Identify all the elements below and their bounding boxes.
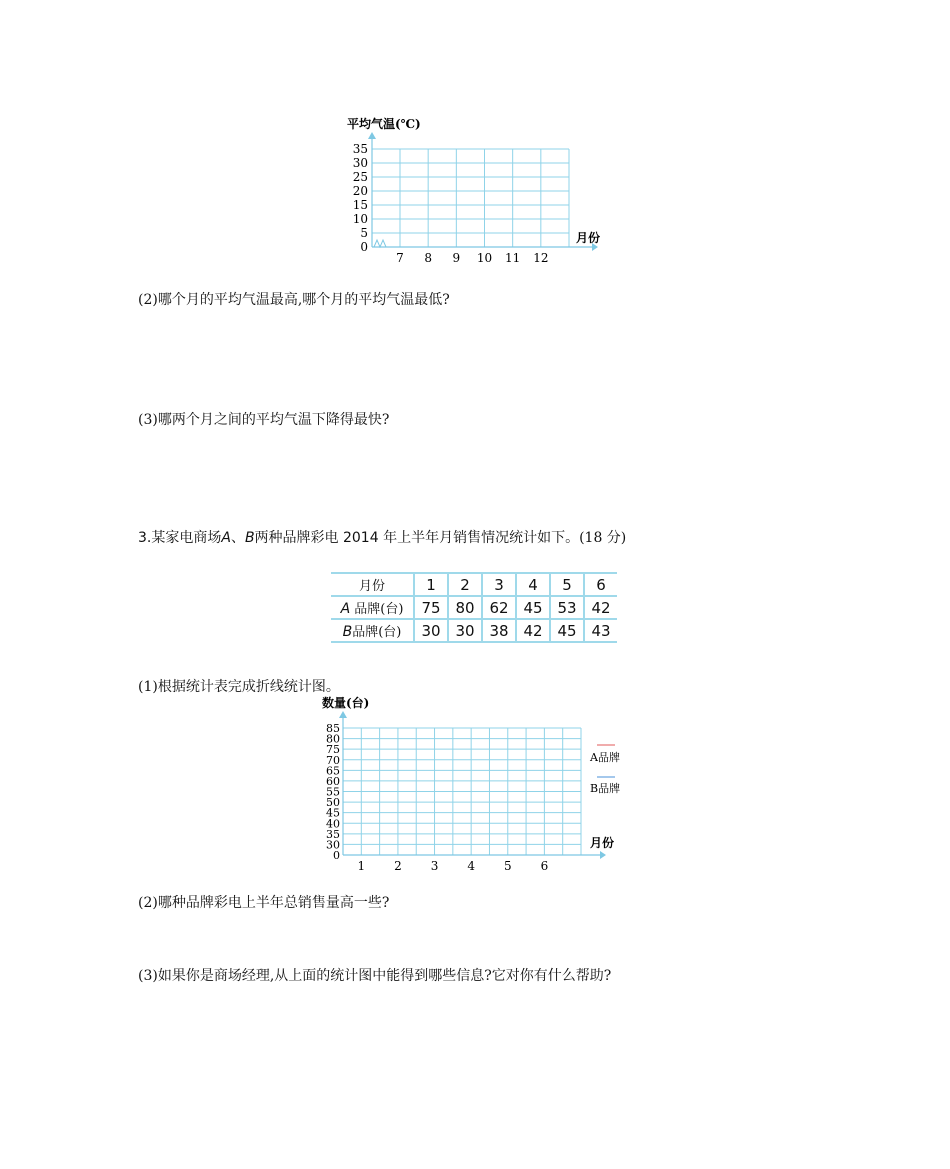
y-axis-arrow — [339, 711, 347, 718]
x-tick-label: 11 — [505, 251, 521, 265]
question-3-2: (2)哪种品牌彩电上半年总销售量高一些? — [138, 895, 390, 911]
y-tick-label: 65 — [326, 764, 340, 778]
y-tick-label: 35 — [352, 142, 368, 156]
table-cell: 42 — [584, 596, 617, 619]
y-tick-label: 30 — [326, 838, 340, 852]
brand-a-label: A — [221, 530, 231, 546]
question-3-3: (3)如果你是商场经理,从上面的统计图中能得到哪些信息?它对你有什么帮助? — [138, 968, 612, 984]
table-cell: 30 — [448, 619, 482, 642]
y-axis-arrow — [368, 132, 376, 139]
separator: 、 — [230, 530, 245, 546]
chart2-xlabel: 月份 — [590, 836, 615, 850]
y-tick-label: 25 — [352, 170, 368, 184]
table-row — [331, 619, 617, 642]
y-tick-label: 70 — [326, 753, 340, 767]
y-tick-label: 0 — [333, 849, 340, 862]
y-tick-label: 60 — [326, 774, 340, 788]
y-tick-label: 5 — [360, 226, 368, 240]
y-tick-label: 10 — [352, 212, 368, 226]
table-header-cell: 3 — [482, 573, 516, 596]
table-cell: 45 — [516, 596, 550, 619]
temperature-chart — [330, 112, 620, 268]
sales-chart — [310, 690, 640, 880]
table-cell: 75 — [414, 596, 448, 619]
chart1-x-ticks — [396, 251, 548, 265]
chart2-y-ticks — [326, 722, 340, 862]
x-axis-arrow — [600, 851, 606, 859]
table-header-cell: 6 — [584, 573, 617, 596]
x-tick-label: 9 — [452, 251, 461, 265]
problem-3-text: 两种品牌彩电 2014 年上半年月销售情况统计如下。 — [254, 530, 580, 546]
legend-a-label: A品牌 — [590, 751, 620, 764]
x-tick-label: 8 — [424, 251, 432, 265]
row-brand: A — [340, 601, 351, 617]
y-tick-label: 30 — [352, 156, 368, 170]
table-cell: 42 — [516, 619, 550, 642]
brand-b-label: B — [244, 530, 255, 546]
chart1-grid — [368, 132, 601, 251]
x-tick-label: 1 — [357, 859, 366, 873]
chart2-x-ticks — [357, 859, 548, 873]
row-brand: B — [342, 624, 353, 640]
problem-3-heading — [138, 527, 626, 547]
y-tick-label: 40 — [326, 817, 340, 831]
x-tick-label: 7 — [396, 251, 404, 265]
x-tick-label: 5 — [503, 859, 512, 873]
y-tick-label: 45 — [326, 806, 340, 820]
x-tick-label: 3 — [430, 859, 439, 873]
y-tick-label: 55 — [326, 785, 340, 799]
y-tick-label: 75 — [326, 743, 340, 757]
table-row — [331, 596, 617, 619]
chart1-y-ticks — [353, 142, 368, 254]
table-cell: 45 — [550, 619, 584, 642]
y-tick-label: 80 — [326, 732, 340, 746]
y-tick-label: 50 — [326, 796, 340, 810]
y-tick-label: 85 — [326, 722, 340, 735]
row-suffix: 品牌(台) — [352, 625, 402, 640]
x-tick-label: 6 — [540, 859, 549, 873]
y-tick-label: 20 — [352, 184, 368, 198]
table-header-cell: 2 — [448, 573, 482, 596]
y-tick-label: 35 — [326, 827, 340, 841]
table-header-cell: 1 — [414, 573, 448, 596]
question-2-2: (2)哪个月的平均气温最高,哪个月的平均气温最低? — [138, 292, 450, 308]
chart1-xlabel: 月份 — [576, 231, 601, 245]
x-tick-label: 10 — [476, 251, 493, 265]
x-tick-label: 12 — [533, 251, 549, 265]
table-header-cell: 5 — [550, 573, 584, 596]
chart2-grid — [339, 711, 606, 859]
table-cell: 53 — [550, 596, 584, 619]
table-header-cell: 4 — [516, 573, 550, 596]
row-suffix: 品牌(台) — [354, 602, 404, 617]
question-3-1: (1)根据统计表完成折线统计图。 — [138, 679, 340, 695]
question-2-3: (3)哪两个月之间的平均气温下降得最快? — [138, 412, 390, 428]
legend-b-label: B品牌 — [590, 782, 621, 795]
table-header-row — [331, 573, 617, 596]
y-tick-label: 0 — [360, 240, 368, 254]
row-label-b — [331, 619, 414, 642]
problem-3-points: (18 分) — [579, 530, 627, 546]
sales-table — [331, 572, 617, 643]
chart1-ylabel: 平均气温(℃) — [347, 117, 421, 131]
table-cell: 30 — [414, 619, 448, 642]
table-header-label: 月份 — [331, 573, 414, 596]
problem-3-number: 3.某家电商场 — [138, 530, 222, 546]
table-cell: 80 — [448, 596, 482, 619]
y-tick-label: 15 — [352, 198, 368, 212]
x-tick-label: 2 — [394, 859, 402, 873]
table-cell: 38 — [482, 619, 516, 642]
x-tick-label: 4 — [467, 859, 475, 873]
row-label-a — [331, 596, 414, 619]
chart2-ylabel: 数量(台) — [322, 696, 370, 710]
table-cell: 43 — [584, 619, 617, 642]
axis-break — [374, 240, 386, 247]
table-cell: 62 — [482, 596, 516, 619]
